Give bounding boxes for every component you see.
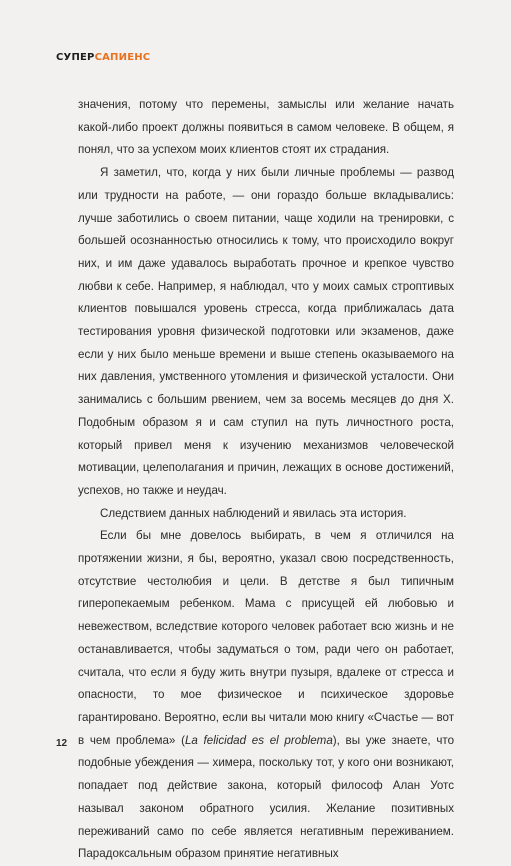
paragraph-4-text-a: Если бы мне довелось выбирать, в чем я отличился на протяжении жизни, я бы, вероятно, указал свою посредственность, отсутствие честолюбия и цели. В детстве я был типичным гиперопекаемым ребенком. Мама с присущей ей любовью и невежеством, вследствие которого человек работает всю жизнь и не останавливается, чтобы задуматься о том, ради чего он работает, считала, что если я буду жить внутри пузыря, вдалеке от стресса и опасности, то мое физическое и психическое здоровье гарантировано. Вероятно, если вы читали мою книгу «Счастье — вот в чем проблема» ( xyxy=(78,529,454,747)
paragraph-1: значения, потому что перемены, замыслы или желание начать какой-либо проект должны появиться в самом человеке. В общем, я понял, что за успехом моих клиентов стоят их страдания. xyxy=(78,98,454,157)
body-text xyxy=(78,94,454,866)
book-title-italic: La felicidad es el problema xyxy=(184,733,333,747)
paragraph-4-text-b: ), вы уже знаете, что подобные убеждения — химера, поскольку тот, у кого они возникают, попадает под действие закона, который философ Алан Уотс называл законом обратного усилия. Желание позитивных переживаний само по себе является негативным переживанием. Парадоксальным образом принятие негативных xyxy=(78,733,455,861)
paragraph-4 xyxy=(78,525,454,866)
paragraph-3: Следствием данных наблюдений и явилась эта история. xyxy=(100,506,407,520)
page-number: 12 xyxy=(56,738,68,749)
series-title-part2: САПИЕНС xyxy=(94,52,151,63)
paragraph-2: Я заметил, что, когда у них были личные проблемы — развод или трудности на работе, — они гораздо больше вкладывались: лучше заботились о своем питании, чаще ходили на тренировки, с большей осознанностью относились к тому, что происходило вокруг них, и им даже удавалось выработать прочное и крепкое чувство любви к себе. Например, я наблюдал, что у моих самых строптивых клиентов повышался уровень стресса, когда приближалась дата тестирования уровня физической подготовки или экзаменов, даже если у них было меньше времени и выше степень оказываемого на них давления, умственного утомления и физической усталости. Они занимались с большим рвением, чем за восемь месяцев до дня X. Подобным образом я и сам ступил на путь личностного роста, который привел меня к изучению механизмов человеческой мотивации, целеполагания и причин, лежащих в основе достижений, успехов, но также и неудач. xyxy=(78,166,454,497)
running-header xyxy=(56,52,150,64)
series-title-part1: СУПЕР xyxy=(56,52,95,63)
